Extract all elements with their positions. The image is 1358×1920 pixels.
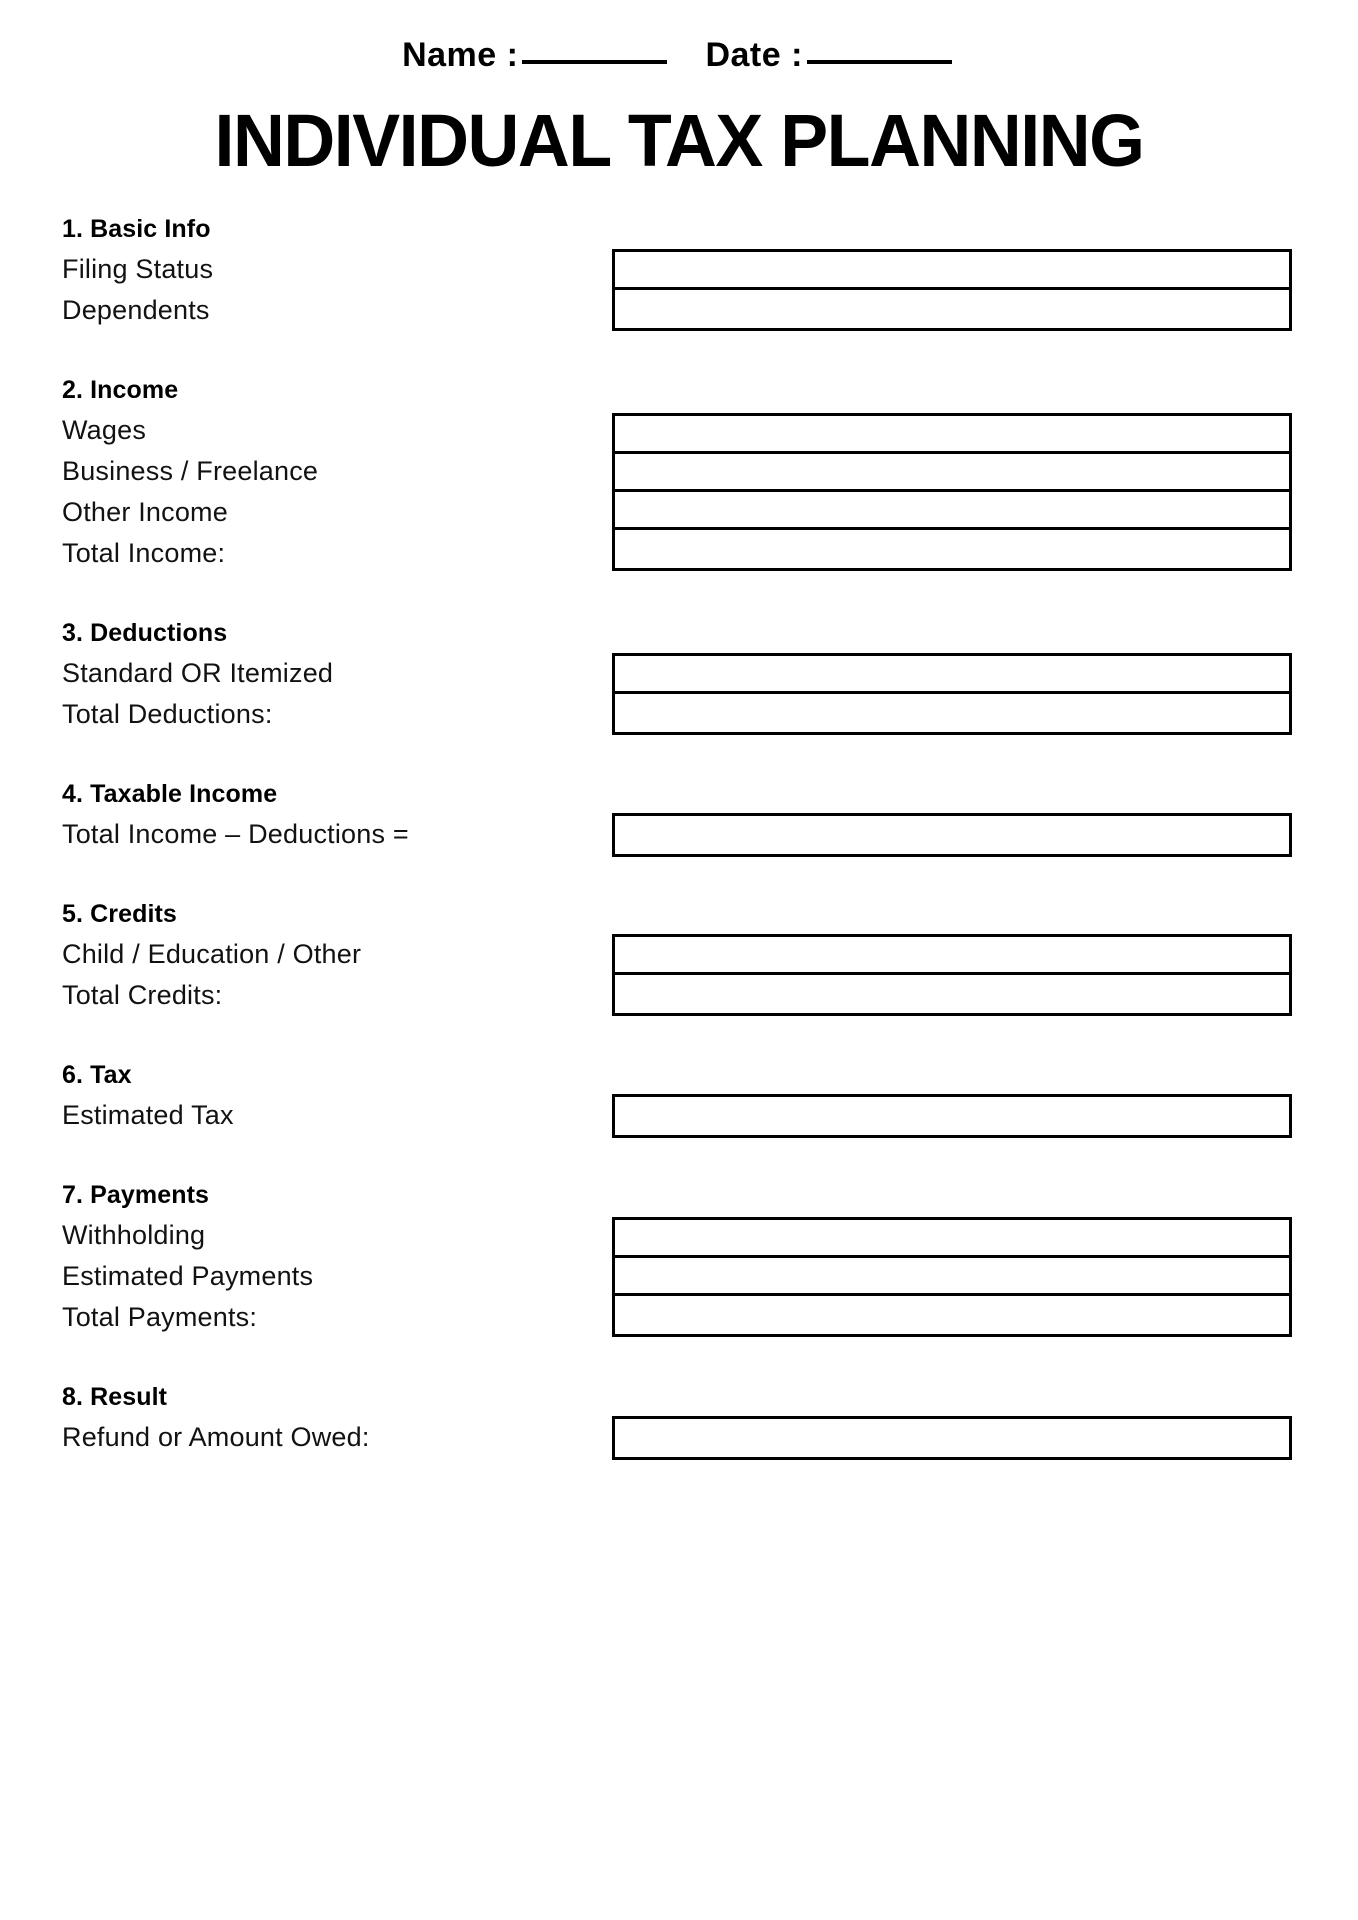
- section-heading: 3. Deductions: [62, 619, 228, 647]
- row-label: Refund or Amount Owed:: [62, 1422, 370, 1452]
- answer-box-stack: [612, 413, 1292, 571]
- section-heading: 6. Tax: [62, 1061, 132, 1089]
- answer-box[interactable]: [615, 454, 1289, 492]
- row-label: Child / Education / Other: [62, 939, 362, 969]
- section-rows: [0, 653, 1358, 735]
- answer-box[interactable]: [615, 530, 1289, 568]
- row-label: Other Income: [62, 497, 228, 527]
- section-1: [0, 212, 1358, 331]
- answer-box-stack: [612, 813, 1292, 857]
- section-gap: [0, 1338, 1358, 1380]
- answer-box[interactable]: [615, 290, 1289, 328]
- row-label: Wages: [62, 415, 147, 445]
- section-5: [0, 897, 1358, 1016]
- section-rows: [0, 814, 1358, 855]
- answer-box[interactable]: [615, 937, 1289, 975]
- section-gap: [0, 1136, 1358, 1178]
- answer-box[interactable]: [615, 1296, 1289, 1334]
- section-8: [0, 1380, 1358, 1458]
- section-gap: [0, 1016, 1358, 1058]
- name-label: Name :: [402, 36, 519, 74]
- section-rows: [0, 1417, 1358, 1458]
- section-gap: [0, 331, 1358, 373]
- answer-box-stack: [612, 653, 1292, 735]
- date-label: Date :: [705, 36, 803, 74]
- section-rows: [0, 410, 1358, 574]
- answer-box[interactable]: [615, 492, 1289, 530]
- row-label: Total Credits:: [62, 980, 223, 1010]
- answer-box-stack: [612, 1094, 1292, 1138]
- section-heading: 5. Credits: [62, 900, 177, 928]
- section-heading: 4. Taxable Income: [62, 780, 278, 808]
- section-rows: [0, 249, 1358, 331]
- date-blank-line[interactable]: [807, 59, 952, 64]
- answer-box[interactable]: [615, 1419, 1289, 1457]
- section-7: [0, 1178, 1358, 1338]
- section-rows: [0, 1215, 1358, 1338]
- section-heading: 7. Payments: [62, 1181, 210, 1209]
- row-label: Standard OR Itemized: [62, 658, 334, 688]
- answer-box[interactable]: [615, 975, 1289, 1013]
- row-label: Withholding: [62, 1220, 206, 1250]
- row-label: Estimated Payments: [62, 1261, 314, 1291]
- name-blank-line[interactable]: [522, 59, 667, 64]
- section-heading: 8. Result: [62, 1383, 168, 1411]
- section-rows: [0, 934, 1358, 1016]
- row-label: Estimated Tax: [62, 1100, 234, 1130]
- section-6: [0, 1058, 1358, 1136]
- row-label: Total Deductions:: [62, 699, 273, 729]
- answer-box-stack: [612, 249, 1292, 331]
- answer-box[interactable]: [615, 1097, 1289, 1135]
- row-label: Business / Freelance: [62, 456, 319, 486]
- row-label: Total Income:: [62, 538, 226, 568]
- header-name-date-line: [0, 36, 1358, 75]
- section-gap: [0, 574, 1358, 616]
- section-heading: 2. Income: [62, 376, 179, 404]
- worksheet-body: [0, 212, 1358, 1912]
- row-label: Filing Status: [62, 254, 214, 284]
- answer-box-stack: [612, 1217, 1292, 1337]
- section-2: [0, 373, 1358, 574]
- section-3: [0, 616, 1358, 735]
- answer-box-stack: [612, 1416, 1292, 1460]
- section-gap: [0, 735, 1358, 777]
- section-4: [0, 777, 1358, 855]
- answer-box[interactable]: [615, 1258, 1289, 1296]
- answer-box[interactable]: [615, 694, 1289, 732]
- answer-box[interactable]: [615, 816, 1289, 854]
- row-label: Dependents: [62, 295, 210, 325]
- section-gap: [0, 855, 1358, 897]
- answer-box[interactable]: [615, 416, 1289, 454]
- answer-box[interactable]: [615, 252, 1289, 290]
- row-label: Total Income – Deductions =: [62, 819, 409, 849]
- section-rows: [0, 1095, 1358, 1136]
- answer-box[interactable]: [615, 1220, 1289, 1258]
- answer-box[interactable]: [615, 656, 1289, 694]
- section-heading: 1. Basic Info: [62, 215, 211, 243]
- row-label: Total Payments:: [62, 1302, 258, 1332]
- page-title: INDIVIDUAL TAX PLANNING: [214, 99, 1144, 182]
- answer-box-stack: [612, 934, 1292, 1016]
